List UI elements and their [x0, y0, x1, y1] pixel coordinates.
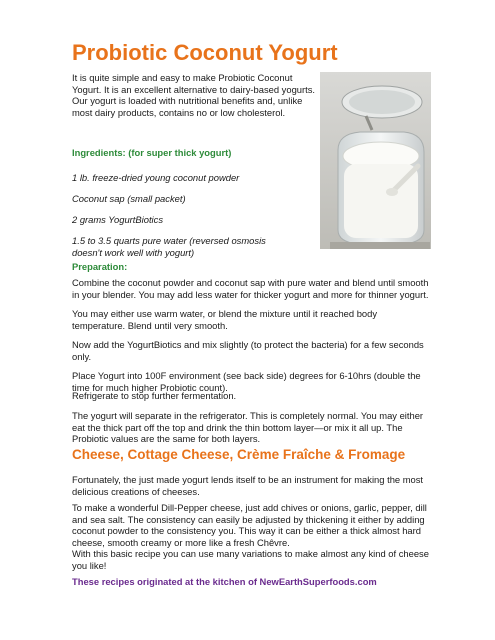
- footer-credit: These recipes originated at the kitchen of NewEarthSuperfoods.com: [72, 576, 377, 587]
- preparation-step: Place Yogurt into 100F environment (see back side) degrees for 6-10hrs (double the time for much higher Probiotic count).: [72, 370, 421, 393]
- page-title: Probiotic Coconut Yogurt: [72, 40, 338, 65]
- preparation-step: The yogurt will separate in the refrigerator. This is completely normal. You may either eat the thick part off the top and drink the thin bottom layer—or mix it all up. The Probiotic values are the same for both layers.: [72, 410, 424, 444]
- cheese-heading: Cheese, Cottage Cheese, Crème Fraîche & Fromage: [72, 447, 406, 462]
- ingredients-heading: Ingredients: (for super thick yogurt): [72, 147, 232, 158]
- ingredient-item: 2 grams YogurtBiotics: [72, 214, 164, 225]
- preparation-step: You may either use warm water, or blend the mixture until it reached body temperature. Blend until very smooth.: [72, 308, 378, 331]
- intro-paragraph: It is quite simple and easy to make Probiotic Coconut Yogurt. It is an excellent alternative to dairy-based yogurts. Our yogurt is loaded with nutritional benefits and, unlike most dairy products, contains no or low cholesterol.: [72, 72, 316, 118]
- cheese-paragraph: Fortunately, the just made yogurt lends itself to be an instrument for making the most delicious creations of cheeses.: [72, 474, 424, 497]
- ingredient-item: Coconut sap (small packet): [72, 193, 186, 204]
- preparation-heading: Preparation:: [72, 261, 128, 272]
- cheese-paragraph: With this basic recipe you can use many variations to make almost any kind of cheese you like!: [72, 548, 429, 571]
- preparation-step: Now add the YogurtBiotics and mix slightly (to protect the bacteria) for a few seconds only.: [72, 339, 424, 362]
- ingredient-item: 1.5 to 3.5 quarts pure water (reversed osmosis doesn't work well with yogurt): [72, 235, 266, 258]
- preparation-step: Refrigerate to stop further fermentation.: [72, 390, 237, 401]
- cheese-paragraph: To make a wonderful Dill-Pepper cheese, just add chives or onions, garlic, pepper, dill and sea salt. The consistency can easily be adjusted by thickening it either by adding coconut powder to the consistency you. This way it can be either a thick almost hard cheese, smooth creamy or more like a fresh Chêvre.: [72, 502, 427, 548]
- yogurt-jar-photo: [320, 72, 431, 249]
- preparation-step: Combine the coconut powder and coconut sap with pure water and blend until smooth in your blender. You may add less water for thicker yogurt and more for thinner yogurt.: [72, 277, 429, 300]
- ingredient-item: 1 lb. freeze-dried young coconut powder: [72, 172, 240, 183]
